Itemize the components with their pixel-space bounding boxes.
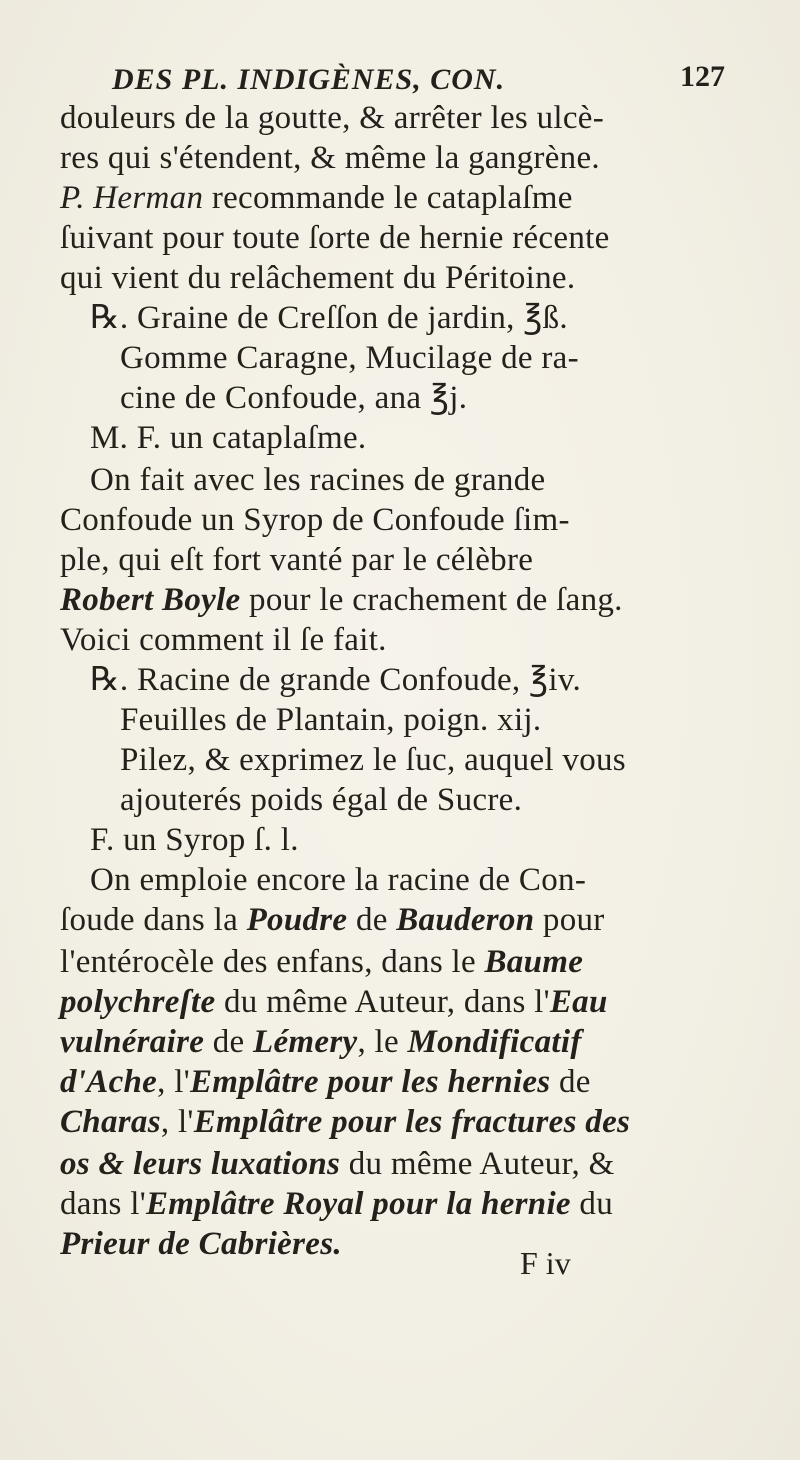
text-run: M. F. un cataplaſme. — [90, 420, 367, 456]
text-run: de — [204, 1024, 254, 1060]
text-run: ℞. Racine de grande Confoude, ℥iv. — [90, 662, 582, 698]
text-line — [60, 1102, 630, 1142]
text-run: Confoude un Syrop de Confoude ſim- — [60, 502, 570, 538]
text-run: recommande le cataplaſme — [203, 180, 573, 216]
text-run: , l' — [160, 1104, 194, 1140]
text-line — [60, 178, 573, 218]
page-number: 127 — [680, 60, 725, 93]
emphasized-text: Emplâtre pour les fractures des — [193, 1104, 631, 1140]
text-line — [60, 98, 604, 138]
emphasized-text: Prieur de Cabrières. — [60, 1226, 342, 1262]
text-line — [90, 298, 568, 338]
emphasized-text: Emplâtre pour les hernies — [189, 1064, 551, 1100]
text-run: du — [570, 1186, 614, 1222]
text-run: , le — [357, 1024, 408, 1060]
running-title: DES PL. INDIGÈNES, CON. — [112, 63, 506, 96]
text-line — [60, 620, 387, 660]
text-run: l'entérocèle des enfans, dans le — [60, 944, 485, 980]
text-run: douleurs de la goutte, & arrêter les ulcè- — [60, 100, 605, 136]
text-line — [90, 460, 545, 500]
text-run: de — [550, 1064, 591, 1100]
text-line — [120, 378, 467, 418]
text-line — [60, 1022, 582, 1062]
text-run: ajouterés poids égal de Sucre. — [120, 782, 523, 818]
emphasized-text: vulnéraire — [60, 1024, 205, 1060]
text-run: On emploie encore la racine de Con- — [90, 862, 587, 898]
emphasized-text: polychreſte — [60, 984, 216, 1020]
emphasized-text: Eau — [549, 984, 608, 1020]
text-line — [120, 780, 522, 820]
text-run: du même Auteur, & — [340, 1146, 615, 1182]
text-line — [60, 942, 583, 982]
emphasized-text: Mondificatif — [407, 1024, 582, 1060]
text-run: Feuilles de Plantain, poign. xij. — [120, 702, 542, 738]
text-line — [60, 540, 533, 580]
text-line — [90, 418, 366, 458]
emphasized-text: Lémery — [253, 1024, 358, 1060]
text-line — [60, 900, 605, 940]
text-line — [120, 740, 626, 780]
text-line — [60, 1184, 613, 1224]
text-line — [60, 1062, 591, 1102]
emphasized-text: Charas — [60, 1104, 161, 1140]
text-run: , l' — [157, 1064, 190, 1100]
text-run: Voici comment il ſe fait. — [60, 622, 387, 658]
text-run: cine de Confoude, ana ℥j. — [120, 380, 468, 416]
text-run: qui vient du relâchement du Péritoine. — [60, 260, 576, 296]
text-line — [60, 1144, 615, 1184]
text-line — [90, 660, 581, 700]
text-line — [90, 860, 586, 900]
text-run: ſoude dans la — [60, 902, 247, 938]
text-line — [120, 338, 579, 378]
emphasized-text: Poudre — [246, 902, 348, 938]
emphasized-text: Bauderon — [396, 902, 535, 938]
text-run: res qui s'étendent, & même la gangrène. — [60, 140, 600, 176]
emphasized-text: Baume — [484, 944, 584, 980]
emphasized-text: d'Ache — [60, 1064, 158, 1100]
text-run: ℞. Graine de Creſſon de jardin, ℥ß. — [90, 300, 568, 336]
text-run: F. un Syrop ſ. l. — [90, 822, 299, 858]
text-run: dans l' — [60, 1186, 146, 1222]
text-run: du même Auteur, dans l' — [215, 984, 550, 1020]
text-run: de — [347, 902, 397, 938]
text-line — [60, 1224, 342, 1264]
text-run: ſuivant pour toute ſorte de hernie récente — [60, 220, 610, 256]
signature-mark: F iv — [520, 1245, 571, 1281]
text-run: Gomme Caragne, Mucilage de ra- — [120, 340, 579, 376]
emphasized-text: P. Herman — [60, 180, 204, 216]
text-line — [60, 982, 608, 1022]
text-line — [60, 500, 570, 540]
text-run: ple, qui eſt fort vanté par le célèbre — [60, 542, 534, 578]
text-line — [60, 138, 600, 178]
emphasized-text: Emplâtre Royal pour la hernie — [145, 1186, 571, 1222]
text-line — [120, 700, 541, 740]
emphasized-text: Robert Boyle — [60, 582, 241, 618]
text-line — [90, 820, 299, 860]
text-run: On fait avec les racines de grande — [90, 462, 546, 498]
text-line — [60, 218, 610, 258]
text-run: pour — [534, 902, 605, 938]
text-run: pour le crachement de ſang. — [240, 582, 623, 618]
text-run: Pilez, & exprimez le ſuc, auquel vous — [120, 742, 626, 778]
text-line — [60, 580, 623, 620]
emphasized-text: os & leurs luxations — [60, 1146, 341, 1182]
text-line — [60, 258, 575, 298]
